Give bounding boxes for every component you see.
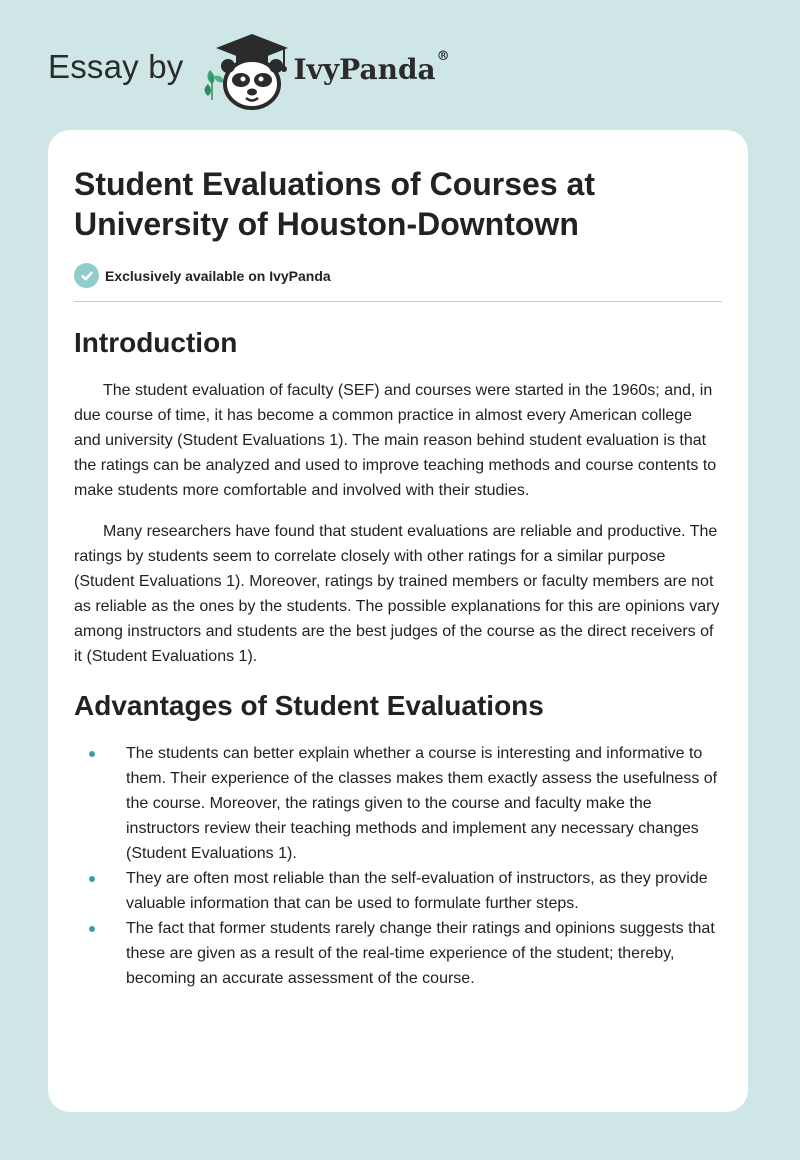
list-item <box>74 866 722 916</box>
check-circle-icon <box>74 263 99 288</box>
site-header <box>48 30 450 110</box>
panda-graduate-icon[interactable] <box>200 30 290 110</box>
list-item-text: They are often most reliable than the self-evaluation of instructors, as they provide valuable information that can be used to formulate further steps. <box>126 870 708 912</box>
essay-by-label: Essay by <box>48 48 184 85</box>
essay-title: Student Evaluations of Courses at University of Houston-Downtown <box>74 166 595 242</box>
bullet-dot <box>89 926 95 932</box>
bullet-dot <box>89 876 95 882</box>
advantages-list <box>74 741 722 991</box>
paragraph: The student evaluation of faculty (SEF) and courses were started in the 1960s; and, in due course of time, it has become a common practice in almost every American college and university (Student Evaluations 1). The main reason behind student evaluation is that the ratings can be analyzed and used to improve teaching methods and course contents to make students more comfortable and involved with their studies. <box>74 382 717 499</box>
section-heading-advantages: Advantages of Student Evaluations <box>74 690 544 721</box>
brand-name[interactable]: IvyPanda® <box>293 48 450 86</box>
divider <box>74 301 722 302</box>
list-item-text: The students can better explain whether a course is interesting and informative to them. Their experience of the classes makes them exactly assess the usefulness of the course. Moreover, the ratings given to the course and faculty make the instructors review their teaching methods and implement any necessary changes (Student Evaluations 1). <box>126 745 718 862</box>
registered-mark: ® <box>436 48 450 64</box>
list-item <box>74 741 722 866</box>
exclusive-badge <box>74 263 722 288</box>
exclusive-badge-label: Exclusively available on IvyPanda <box>105 267 331 284</box>
list-item-text: The fact that former students rarely change their ratings and opinions suggests that these are given as a result of the real-time experience of the student; thereby, becoming an accurate assessment of the course. <box>126 920 715 987</box>
bullet-dot <box>89 751 95 757</box>
paragraph: Many researchers have found that student evaluations are reliable and productive. The ratings by students seem to correlate closely with other ratings for a similar purpose (Student Evaluations 1). Moreover, ratings by trained members or faculty members are not as reliable as the ones by the students. The possible explanations for this are opinions vary among instructors and students are the best judges of the course as the direct receivers of it (Student Evaluations 1). <box>74 523 720 665</box>
essay-card <box>48 130 748 1112</box>
section-heading-introduction: Introduction <box>74 327 238 358</box>
list-item <box>74 916 722 991</box>
